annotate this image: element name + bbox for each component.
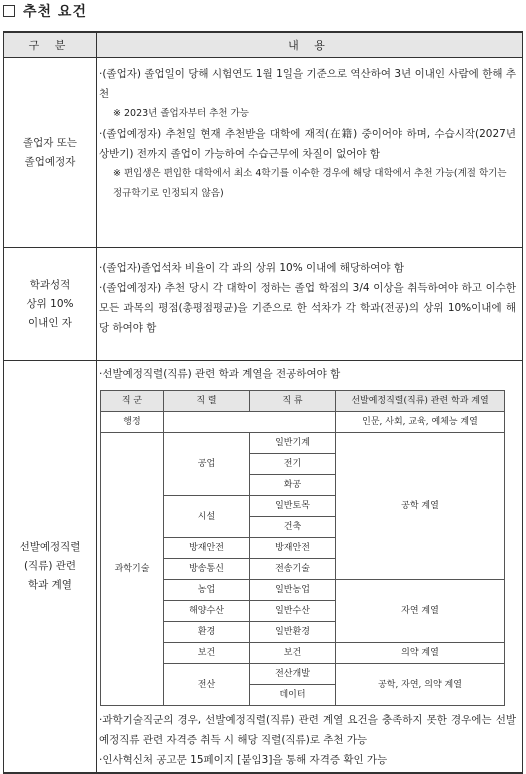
row-content-graduate — [97, 58, 523, 248]
row-grades — [4, 248, 523, 361]
series-cell: 방재안전 — [164, 538, 250, 559]
list-item: ·인사혁신처 공고문 15페이지 [붙임3]을 통해 자격증 확인 가능 — [99, 754, 388, 766]
row-major — [4, 361, 523, 774]
sub-header — [101, 391, 505, 412]
section-title-text: 추천 요건 — [23, 4, 87, 20]
class-cell: 일반토목 — [250, 496, 336, 517]
list-item: ·(졸업예정자) 추천일 현재 추천받을 대학에 재적(在籍) 중이어야 하며, 수습시작(2027년 상반기) 전까지 졸업이 가능하여 수습근무에 차질이 없어야 함 — [99, 128, 516, 160]
row-content-grades — [97, 248, 523, 361]
class-cell: 보건 — [250, 643, 336, 664]
list-item: ·(졸업자) 졸업일이 당해 시험연도 1월 1일을 기준으로 역산하여 3년 이내인 사람에 한해 추천 — [99, 68, 516, 100]
row-content-major — [97, 361, 523, 774]
list-item: ·(졸업예정자) 추천 당시 각 대학이 정하는 졸업 학점의 3/4 이상을 취득하여야 하고 이수한 모든 과목의 평점(총평점평균)을 기준으로 한 석차가 각 학과(전공)의 상위 10%이내에 해당 하여야 함 — [99, 282, 516, 334]
row-graduate — [4, 58, 523, 248]
field-nature: 자연 계열 — [336, 580, 505, 643]
checkbox-icon — [3, 5, 15, 17]
list-item: ·과학기술직군의 경우, 선발예정직렬(직류) 관련 계열 요건을 충족하지 못한 경우에는 선발예정직류 관련 자격증 취득 시 해당 직렬(직류)로 추천 가능 — [99, 714, 516, 746]
class-cell: 전산개발 — [250, 664, 336, 685]
sub-header-class: 직 류 — [250, 391, 336, 412]
class-cell: 일반환경 — [250, 622, 336, 643]
series-cell: 보건 — [164, 643, 250, 664]
series-cell: 해양수산 — [164, 601, 250, 622]
header-content: 내 용 — [97, 32, 523, 58]
row-label-graduate: 졸업자 또는 졸업예정자 — [4, 58, 97, 248]
field-admin: 인문, 사회, 교육, 예체능 계열 — [336, 412, 505, 433]
group-tech: 과학기술 — [101, 433, 164, 706]
field-computing: 공학, 자연, 의약 계열 — [336, 664, 505, 706]
series-cell: 방송통신 — [164, 559, 250, 580]
group-admin: 행정 — [101, 412, 164, 433]
sub-header-group: 직 군 — [101, 391, 164, 412]
row-label-major: 선발예정직렬 (직류) 관련 학과 계열 — [4, 361, 97, 774]
class-cell: 일반농업 — [250, 580, 336, 601]
class-cell: 일반수산 — [250, 601, 336, 622]
table-header — [4, 32, 523, 58]
list-item: ·선발예정직렬(직류) 관련 학과 계열을 전공하여야 함 — [99, 368, 341, 380]
header-category: 구 분 — [4, 32, 97, 58]
note-item: ※ 2023년 졸업자부터 추천 가능 — [113, 108, 249, 119]
series-cell: 환경 — [164, 622, 250, 643]
series-industry: 공업 — [164, 433, 250, 496]
requirements-table — [3, 31, 523, 774]
class-cell: 건축 — [250, 517, 336, 538]
series-cell: 농업 — [164, 580, 250, 601]
table-row — [101, 433, 505, 454]
field-engineering: 공학 계열 — [336, 433, 505, 580]
class-cell: 데이터 — [250, 685, 336, 706]
sub-header-series: 직 렬 — [164, 391, 250, 412]
list-item: ·(졸업자)졸업석차 비율이 각 과의 상위 10% 이내에 해당하여야 함 — [99, 262, 405, 274]
class-cell: 화공 — [250, 475, 336, 496]
class-cell: 일반기계 — [250, 433, 336, 454]
class-cell: 전송기술 — [250, 559, 336, 580]
row-label-grades: 학과성적 상위 10% 이내인 자 — [4, 248, 97, 361]
table-row — [101, 412, 505, 433]
major-field-table — [100, 390, 505, 706]
class-cell: 방재안전 — [250, 538, 336, 559]
note-item: ※ 편입생은 편입한 대학에서 최소 4학기를 이수한 경우에 해당 대학에서 추천 가능(계절 학기는 정규학기로 인정되지 않음) — [113, 168, 507, 199]
section-title — [3, 0, 87, 22]
field-medical: 의약 계열 — [336, 643, 505, 664]
sub-header-field: 선발예정직렬(직류) 관련 학과 계열 — [336, 391, 505, 412]
class-cell: 전기 — [250, 454, 336, 475]
series-facility: 시설 — [164, 496, 250, 538]
series-computing: 전산 — [164, 664, 250, 706]
